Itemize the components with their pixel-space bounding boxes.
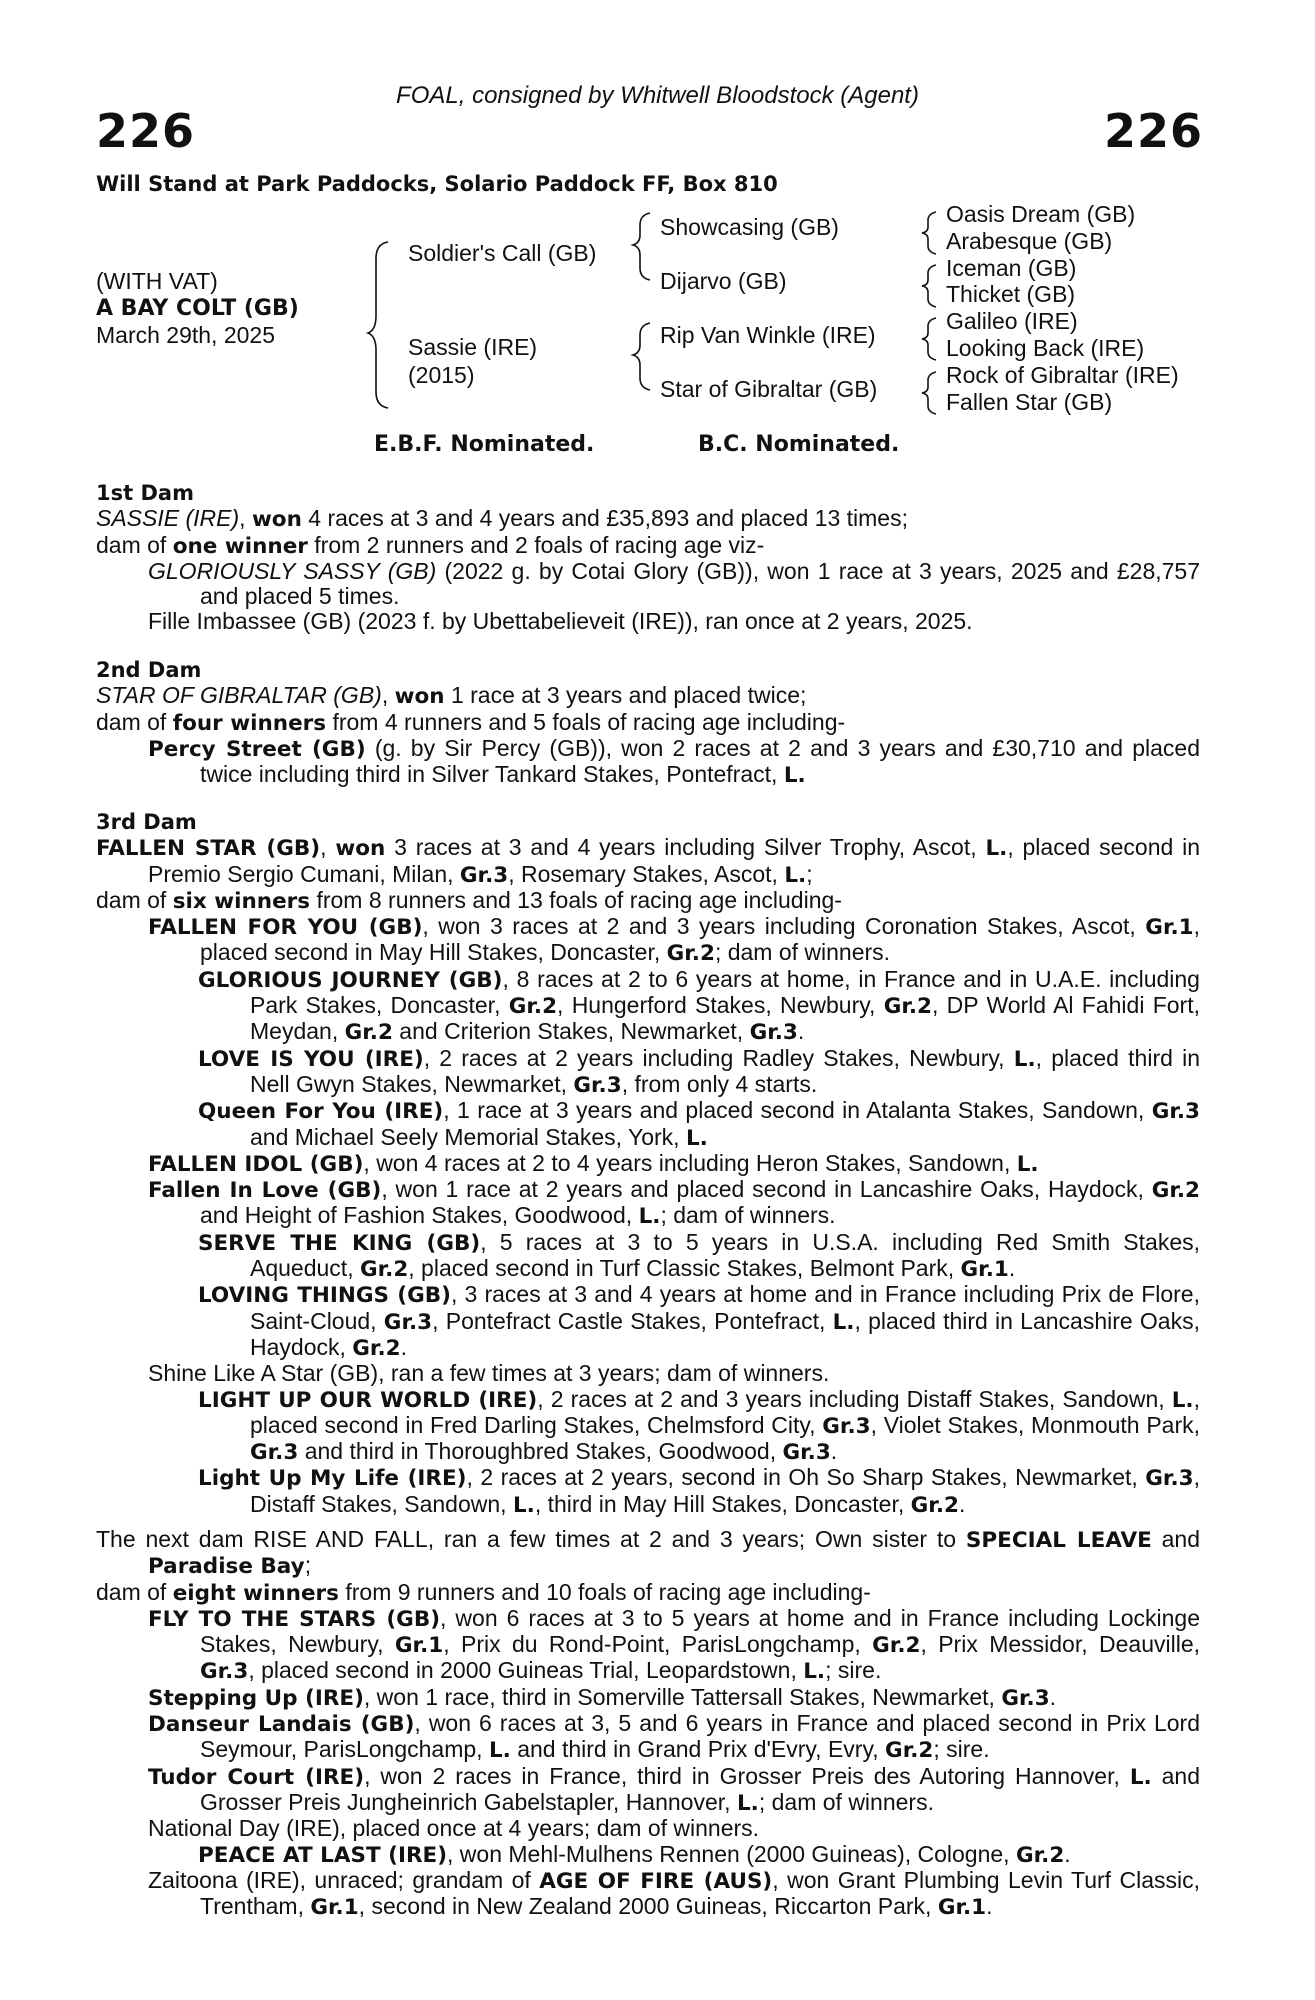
text: , won 4 races at 2 to 4 years including Heron Stakes, Sandown, bbox=[363, 1149, 1017, 1176]
great-grandparent: Looking Back (IRE) bbox=[946, 335, 1145, 361]
grandprogeny-entry bbox=[96, 1046, 1200, 1099]
grade: Gr.2 bbox=[359, 1257, 409, 1283]
sire-dam: Dijarvo (GB) bbox=[660, 268, 787, 294]
progeny-entry: Fille Imbassee (GB) (2023 f. by Ubettabelieveit (IRE)), ran once at 2 years, 2025. bbox=[148, 608, 973, 635]
dam-of-line bbox=[96, 888, 1200, 914]
section-heading: 2nd Dam bbox=[96, 658, 202, 682]
won-label: won bbox=[335, 836, 386, 862]
text: , Violet Stakes, Monmouth Park, bbox=[870, 1411, 1200, 1438]
text: , 2 races at 2 years, second in Oh So Sharp Stakes, Newmarket, bbox=[466, 1464, 1146, 1491]
text: , Pontefract Castle Stakes, Pontefract, bbox=[432, 1307, 833, 1334]
grade: Gr.3 bbox=[250, 1440, 299, 1466]
progeny-name: FLY TO THE STARS (GB) bbox=[148, 1606, 441, 1632]
text: . bbox=[400, 1333, 407, 1360]
dam-of-line bbox=[96, 533, 1200, 559]
dam: Sassie (IRE) bbox=[408, 334, 538, 360]
text: , 3 races at 3 and 4 years at home and in France including Prix de Flore, Saint-Cloud, bbox=[250, 1281, 1200, 1334]
text: dam of bbox=[96, 531, 173, 558]
text: , won Mehl-Mulhens Rennen (2000 Guineas), Cologne, bbox=[447, 1840, 1016, 1867]
grade: Gr.3 bbox=[822, 1413, 871, 1439]
text: 3 races at 3 and 4 years including Silver Trophy, Ascot, bbox=[385, 834, 986, 861]
grade: L. bbox=[685, 1125, 708, 1151]
text: , won 2 races in France, third in Grosser Preis des Autoring Hannover, bbox=[364, 1762, 1130, 1789]
progeny-entry bbox=[96, 1764, 1200, 1817]
grade: Gr.2 bbox=[1015, 1842, 1065, 1868]
grade: L. bbox=[784, 862, 807, 888]
grade: L. bbox=[1013, 1046, 1036, 1072]
sibling-name: Paradise Bay bbox=[148, 1554, 305, 1580]
text: , Rosemary Stakes, Ascot, bbox=[508, 860, 785, 887]
great-grandparent: Iceman (GB) bbox=[946, 255, 1077, 281]
lot-number-right: 226 bbox=[1103, 104, 1203, 158]
third-dam-section bbox=[96, 810, 1200, 1518]
dam-name: STAR OF GIBRALTAR (GB) bbox=[96, 682, 382, 709]
text: , won 6 races at 3, 5 and 6 years in France and placed second in Prix Lord Seymour, ParisLongchamp, bbox=[200, 1710, 1200, 1763]
text: , bbox=[381, 682, 395, 709]
text: ; dam of winners. bbox=[714, 939, 891, 966]
sire: Soldier's Call (GB) bbox=[408, 240, 597, 266]
grade: Gr.2 bbox=[1151, 1178, 1200, 1204]
text: . bbox=[797, 1018, 805, 1045]
text: , 2 races at 2 and 3 years including Distaff Stakes, Sandown, bbox=[537, 1385, 1172, 1412]
dam-dam: Star of Gibraltar (GB) bbox=[660, 376, 878, 402]
grade: L. bbox=[1016, 1151, 1039, 1177]
grandprogeny-entry bbox=[96, 1230, 1200, 1283]
winner-count: one winner bbox=[172, 533, 308, 559]
progeny-name: Fallen In Love (GB) bbox=[148, 1178, 382, 1204]
text: , won 6 races at 3 to 5 years at home and in France including Lockinge Stakes, Newbury, bbox=[200, 1604, 1200, 1658]
text: , Hungerford Stakes, Newbury, bbox=[557, 992, 884, 1019]
text: ; bbox=[806, 860, 813, 887]
text: Zaitoona (IRE), unraced; grandam of bbox=[148, 1866, 540, 1893]
vat-note: (WITH VAT) bbox=[96, 268, 218, 294]
winner-count: four winners bbox=[172, 710, 327, 736]
text: , placed second in 2000 Guineas Trial, Leopardstown, bbox=[248, 1657, 804, 1684]
text: and Grosser Preis Jungheinrich Gabelstapler, Hannover, bbox=[200, 1762, 1200, 1815]
progeny-name: GLORIOUS JOURNEY (GB) bbox=[198, 967, 503, 993]
text: , bbox=[239, 505, 252, 532]
great-grandparent: Rock of Gibraltar (IRE) bbox=[946, 362, 1179, 388]
progeny-name: LOVE IS YOU (IRE) bbox=[198, 1046, 424, 1072]
grade: Gr.2 bbox=[344, 1020, 393, 1046]
grandprogeny-entry bbox=[96, 1387, 1200, 1466]
progeny-name: Stepping Up (IRE) bbox=[148, 1685, 364, 1711]
grandprogeny-entry bbox=[96, 1098, 1200, 1151]
grade: L. bbox=[985, 836, 1008, 862]
grade: Gr.1 bbox=[394, 1633, 444, 1659]
text: ; dam of winners. bbox=[660, 1202, 836, 1229]
grade: Gr.1 bbox=[960, 1257, 1009, 1283]
progeny-name: LIGHT UP OUR WORLD (IRE) bbox=[198, 1387, 538, 1413]
won-label: won bbox=[251, 507, 302, 533]
text: , from only 4 starts. bbox=[621, 1070, 818, 1097]
dam-year: (2015) bbox=[408, 362, 475, 388]
horse-name: A BAY COLT (GB) bbox=[96, 296, 299, 321]
grade: L. bbox=[736, 1790, 759, 1816]
grade: Gr.3 bbox=[200, 1659, 249, 1685]
progeny-name: Percy Street (GB) bbox=[148, 736, 366, 762]
text: . bbox=[1008, 1255, 1016, 1282]
great-grandparent: Arabesque (GB) bbox=[946, 228, 1113, 254]
text: ; dam of winners. bbox=[758, 1788, 934, 1815]
text: , won Grant Plumbing Levin Turf Classic, Trentham, bbox=[200, 1866, 1200, 1920]
grade: L. bbox=[1171, 1387, 1194, 1413]
consignor-line: FOAL, consigned by Whitwell Bloodstock (Agent) bbox=[396, 82, 919, 109]
text: , won 1 race at 2 years and placed second in Lancashire Oaks, Haydock, bbox=[381, 1176, 1152, 1203]
text: , 8 races at 2 to 6 years at home, in France and in U.A.E. including Park Stakes, Doncaster, bbox=[250, 965, 1200, 1019]
great-grandparent: Oasis Dream (GB) bbox=[946, 201, 1136, 227]
stand-location: Will Stand at Park Paddocks, Solario Paddock FF, Box 810 bbox=[96, 172, 778, 196]
text: dam of bbox=[96, 708, 173, 735]
text: from 8 runners and 13 foals of racing age including- bbox=[310, 886, 842, 913]
grade: Gr.3 bbox=[749, 1020, 798, 1046]
text: , 1 race at 3 years and placed second in Atalanta Stakes, Sandown, bbox=[443, 1097, 1152, 1124]
grade: L. bbox=[638, 1204, 661, 1230]
text: . bbox=[830, 1438, 838, 1465]
winner-count: six winners bbox=[172, 888, 311, 914]
text: dam of bbox=[96, 886, 173, 913]
bc-nominated: B.C. Nominated. bbox=[698, 432, 900, 457]
text: , placed second in May Hill Stakes, Doncaster, bbox=[200, 913, 1200, 966]
text: , Prix Messidor, Deauville, bbox=[920, 1631, 1201, 1658]
text: , bbox=[320, 834, 336, 861]
first-dam-section bbox=[96, 481, 1200, 635]
next-dam-section bbox=[96, 1527, 1200, 1920]
grade: L. bbox=[783, 763, 806, 789]
dam-sire: Rip Van Winkle (IRE) bbox=[660, 322, 876, 348]
grade: L. bbox=[488, 1738, 511, 1764]
progeny-name: Light Up My Life (IRE) bbox=[198, 1466, 467, 1492]
text: , 2 races at 2 years including Radley Stakes, Newbury, bbox=[423, 1044, 1014, 1071]
great-grandparent: Thicket (GB) bbox=[946, 281, 1076, 307]
text: dam of bbox=[96, 1578, 173, 1605]
text: ; bbox=[304, 1552, 312, 1579]
text: and Michael Seely Memorial Stakes, York, bbox=[250, 1123, 686, 1150]
grandprogeny-entry bbox=[96, 967, 1200, 1046]
progeny-name: Danseur Landais (GB) bbox=[148, 1712, 415, 1738]
text: . bbox=[958, 1490, 966, 1517]
section-heading: 1st Dam bbox=[96, 481, 194, 505]
winner-count: eight winners bbox=[172, 1580, 339, 1606]
grade: Gr.2 bbox=[910, 1492, 959, 1518]
progeny-name: GLORIOUSLY SASSY (GB) bbox=[148, 557, 437, 584]
won-label: won bbox=[394, 684, 445, 710]
progeny-name: AGE OF FIRE (AUS) bbox=[539, 1868, 773, 1894]
grade: L. bbox=[832, 1309, 855, 1335]
text: from 2 runners and 2 foals of racing age viz- bbox=[307, 531, 765, 558]
grandprogeny-entry bbox=[96, 1465, 1200, 1518]
text: , placed second in Fred Darling Stakes, Chelmsford City, bbox=[250, 1385, 1200, 1438]
text: and bbox=[1151, 1526, 1200, 1552]
grade: L. bbox=[803, 1659, 826, 1685]
progeny-name: FALLEN FOR YOU (GB) bbox=[148, 915, 423, 941]
dam-of-line bbox=[96, 1580, 1200, 1606]
grade: Gr.3 bbox=[782, 1440, 831, 1466]
text: , DP World Al Fahidi Fort, Meydan, bbox=[250, 992, 1200, 1045]
text: The next dam RISE AND FALL, ran a few times at 2 and 3 years; Own sister to bbox=[96, 1526, 966, 1552]
grade: Gr.1 bbox=[310, 1895, 359, 1921]
grade: L. bbox=[1129, 1764, 1152, 1790]
text: , 5 races at 3 to 5 years in U.S.A. including Red Smith Stakes, Aqueduct, bbox=[250, 1228, 1200, 1282]
dam-name: FALLEN STAR (GB) bbox=[96, 836, 321, 862]
grade: Gr.3 bbox=[459, 862, 509, 888]
text: and Height of Fashion Stakes, Goodwood, bbox=[200, 1202, 639, 1229]
text: and Criterion Stakes, Newmarket, bbox=[392, 1018, 750, 1045]
progeny-name: PEACE AT LAST (IRE) bbox=[198, 1842, 448, 1868]
text: , placed second in Turf Classic Stakes, Belmont Park, bbox=[408, 1255, 961, 1282]
text: (g. by Sir Percy (GB)), won 2 races at 2 and 3 years and £30,710 and placed twice including third in Silver Tankard Stakes, Pontefract, bbox=[200, 734, 1200, 788]
section-heading: 3rd Dam bbox=[96, 810, 197, 834]
text: (2022 g. by Cotai Glory (GB)), won 1 race at 3 years, 2025 and £28,757 and placed 5 times. bbox=[200, 557, 1200, 610]
text: , placed third in Lancashire Oaks, Haydock, bbox=[250, 1307, 1200, 1360]
text: and third in Grand Prix d'Evry, Evry, bbox=[510, 1736, 886, 1763]
dam-of-line bbox=[96, 710, 1200, 736]
dam-record bbox=[96, 683, 1200, 709]
progeny-entry bbox=[96, 1606, 1200, 1685]
progeny-entry bbox=[96, 736, 1200, 789]
text: . bbox=[1064, 1840, 1071, 1867]
progeny-entry bbox=[96, 1711, 1200, 1764]
dam-record bbox=[96, 506, 1200, 532]
grade: Gr.2 bbox=[883, 994, 932, 1020]
grade: Gr.3 bbox=[1001, 1685, 1050, 1711]
text: , placed second in Premio Sergio Cumani, Milan, bbox=[148, 834, 1200, 887]
lot-number-left: 226 bbox=[96, 104, 196, 158]
grade: Gr.2 bbox=[872, 1633, 921, 1659]
dam-record bbox=[96, 835, 1200, 888]
grade: Gr.2 bbox=[885, 1738, 934, 1764]
progeny-entry bbox=[96, 1868, 1200, 1921]
grade: Gr.2 bbox=[352, 1335, 401, 1361]
text: , second in New Zealand 2000 Guineas, Riccarton Park, bbox=[358, 1893, 938, 1920]
text: , Distaff Stakes, Sandown, bbox=[250, 1464, 1200, 1517]
text: ; sire. bbox=[825, 1657, 882, 1684]
text: 1 race at 3 years and placed twice; bbox=[444, 682, 807, 709]
text: , won 3 races at 2 and 3 years including Coronation Stakes, Ascot, bbox=[422, 913, 1146, 940]
grandprogeny-entry bbox=[96, 1842, 1200, 1868]
progeny-entry: Shine Like A Star (GB), ran a few times at 3 years; dam of winners. bbox=[148, 1360, 830, 1387]
text: 4 races at 3 and 4 years and £35,893 and placed 13 times; bbox=[301, 505, 908, 532]
sibling-name: SPECIAL LEAVE bbox=[965, 1528, 1152, 1553]
great-grandparent: Galileo (IRE) bbox=[946, 308, 1078, 334]
progeny-entry bbox=[96, 1151, 1200, 1177]
progeny-name: FALLEN IDOL (GB) bbox=[148, 1151, 364, 1177]
text: ; sire. bbox=[933, 1736, 990, 1763]
sire-sire: Showcasing (GB) bbox=[660, 214, 839, 240]
grade: Gr.3 bbox=[383, 1309, 433, 1335]
grade: Gr.1 bbox=[937, 1895, 987, 1921]
text: . bbox=[986, 1893, 993, 1920]
grade: L. bbox=[512, 1492, 535, 1518]
text: , Prix du Rond-Point, ParisLongchamp, bbox=[443, 1631, 873, 1658]
grandprogeny-entry bbox=[96, 1282, 1200, 1361]
progeny-entry bbox=[96, 559, 1200, 610]
grade: Gr.2 bbox=[666, 941, 715, 967]
text: , won 1 race, third in Somerville Tattersall Stakes, Newmarket, bbox=[363, 1683, 1002, 1710]
text: and third in Thoroughbred Stakes, Goodwood, bbox=[298, 1438, 783, 1465]
text: from 9 runners and 10 foals of racing age including- bbox=[338, 1578, 871, 1605]
progeny-name: SERVE THE KING (GB) bbox=[198, 1230, 481, 1256]
grade: Gr.1 bbox=[1145, 915, 1194, 941]
progeny-entry: National Day (IRE), placed once at 4 years; dam of winners. bbox=[148, 1815, 760, 1842]
progeny-entry bbox=[96, 1685, 1200, 1711]
grade: Gr.3 bbox=[1145, 1466, 1194, 1492]
progeny-name: Tudor Court (IRE) bbox=[148, 1764, 365, 1790]
text: , placed third in Nell Gwyn Stakes, Newmarket, bbox=[250, 1044, 1200, 1097]
great-grandparent: Fallen Star (GB) bbox=[946, 389, 1113, 415]
grade: Gr.3 bbox=[1151, 1099, 1201, 1125]
text: . bbox=[1049, 1683, 1057, 1710]
second-dam-section bbox=[96, 658, 1200, 788]
progeny-name: LOVING THINGS (GB) bbox=[198, 1283, 451, 1309]
grade: Gr.2 bbox=[508, 994, 558, 1020]
progeny-entry bbox=[96, 914, 1200, 967]
text: from 4 runners and 5 foals of racing age including- bbox=[326, 708, 846, 735]
dam-name: SASSIE (IRE) bbox=[96, 505, 240, 532]
grade: Gr.3 bbox=[573, 1072, 622, 1098]
text: , third in May Hill Stakes, Doncaster, bbox=[534, 1490, 911, 1517]
progeny-name: Queen For You (IRE) bbox=[198, 1099, 444, 1125]
dam-record bbox=[96, 1527, 1200, 1580]
ebf-nominated: E.B.F. Nominated. bbox=[374, 432, 595, 457]
foaling-date: March 29th, 2025 bbox=[96, 322, 276, 348]
progeny-entry bbox=[96, 1177, 1200, 1230]
